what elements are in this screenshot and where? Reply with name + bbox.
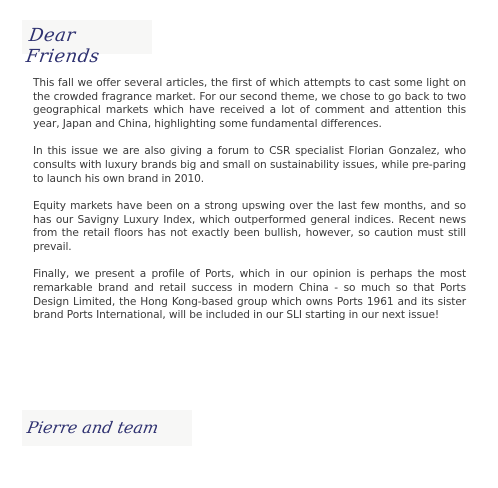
paragraph-ports: Finally, we present a profile of Ports, which in our opinion is perhaps the most remarkable brand and retail success in modern China - so much so that Ports Design Limited, the Hong Kong-based group which owns Ports 1961 and its sister brand Ports International, will be included in our SLI starting in our next issue! bbox=[33, 268, 466, 322]
signature-text: Pierre and team bbox=[25, 418, 160, 437]
greeting-text: Dear Friends bbox=[24, 25, 102, 67]
letter-body bbox=[33, 77, 466, 337]
paragraph-markets: Equity markets have been on a strong upswing over the last few months, and so has our Savigny Luxury Index, which outperformed general indices. Recent news from the retail floors has not exactly been bullish, however, so caution must still prevail. bbox=[33, 199, 466, 254]
handwritten-greeting bbox=[22, 20, 152, 67]
handwritten-signature bbox=[22, 410, 192, 446]
paragraph-intro: This fall we offer several articles, the first of which attempts to cast some light on the crowded fragrance market. For our second theme, we chose to go back to two geographical markets which have received a lot of comment and attention this year, Japan and China, highlighting some fundamental differences. bbox=[33, 77, 466, 131]
paragraph-csr: In this issue we are also giving a forum to CSR specialist Florian Gonzalez, who consults with luxury brands big and small on sustainability issues, while pre-paring to launch his own brand in 2010. bbox=[33, 145, 466, 185]
